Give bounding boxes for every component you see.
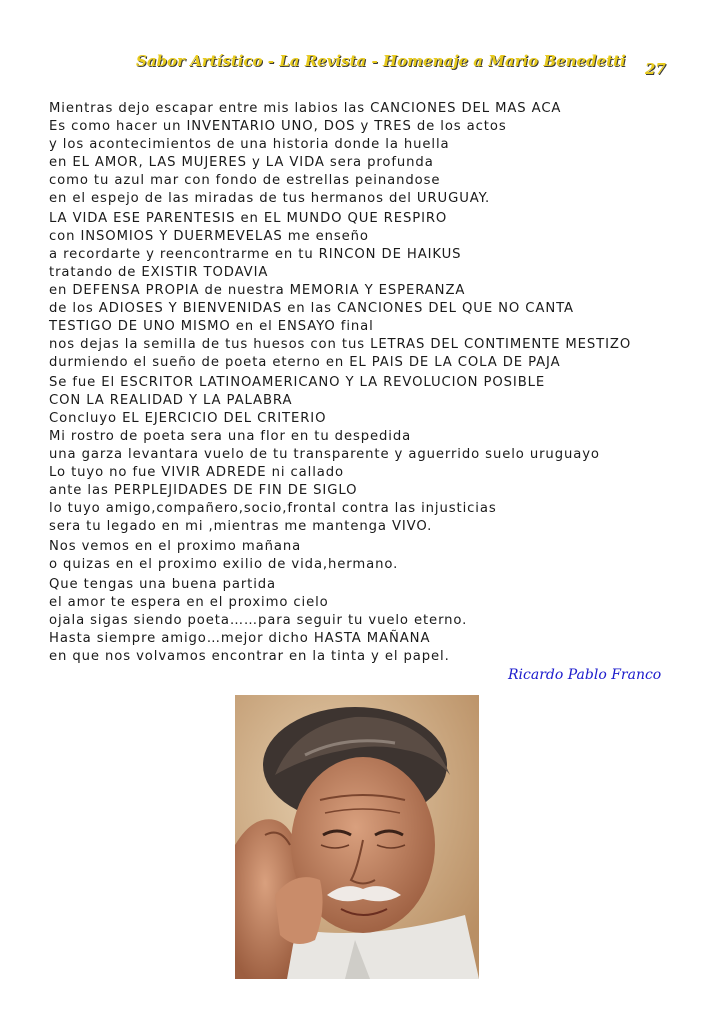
poem-line: sera tu legado en mi ,mientras me mantenga VIVO.	[49, 519, 433, 534]
poem-line: ante las PERPLEJIDADES DE FIN DE SIGLO	[49, 483, 358, 498]
poem-stanza	[49, 100, 689, 208]
poem-line: lo tuyo amigo,compañero,socio,frontal contra las injusticias	[49, 501, 497, 516]
poem-line: CON LA REALIDAD Y LA PALABRA	[49, 393, 293, 408]
poem-line: tratando de EXISTIR TODAVIA	[49, 265, 269, 280]
poem-line: en EL AMOR, LAS MUJERES y LA VIDA sera profunda	[49, 155, 434, 170]
poem-line: de los ADIOSES Y BIENVENIDAS en las CANCIONES DEL QUE NO CANTA	[49, 301, 574, 316]
poem-line: Hasta siempre amigo…mejor dicho HASTA MAÑANA	[49, 631, 431, 646]
magazine-title: Sabor Artístico - La Revista - Homenaje a Mario Benedetti	[136, 52, 626, 70]
poem-line: en que nos volvamos encontrar en la tinta y el papel.	[49, 649, 450, 664]
poem-stanza	[49, 374, 689, 536]
poem-line: y los acontecimientos de una historia donde la huella	[49, 137, 450, 152]
poem-line: o quizas en el proximo exilio de vida,hermano.	[49, 557, 399, 572]
poem-line: LA VIDA ESE PARENTESIS en EL MUNDO QUE RESPIRO	[49, 211, 448, 226]
author-signature: Ricardo Pablo Franco	[508, 667, 662, 683]
poem-line: una garza levantara vuelo de tu transparente y aguerrido suelo uruguayo	[49, 447, 600, 462]
poem-line: Concluyo EL EJERCICIO DEL CRITERIO	[49, 411, 327, 426]
poem-line: ojala sigas siendo poeta……para seguir tu vuelo eterno.	[49, 613, 468, 628]
poem-line: Que tengas una buena partida	[49, 577, 277, 592]
poem-stanza	[49, 538, 689, 574]
poem-body	[49, 100, 689, 668]
poem-line: durmiendo el sueño de poeta eterno en EL PAIS DE LA COLA DE PAJA	[49, 355, 561, 370]
poem-line: Nos vemos en el proximo mañana	[49, 539, 302, 554]
poem-line: Mientras dejo escapar entre mis labios las CANCIONES DEL MAS ACA	[49, 101, 562, 116]
poem-line: en DEFENSA PROPIA de nuestra MEMORIA Y ESPERANZA	[49, 283, 466, 298]
poem-line: nos dejas la semilla de tus huesos con tus LETRAS DEL CONTIMENTE MESTIZO	[49, 337, 632, 352]
page-number: 27	[645, 60, 666, 78]
poem-line: Es como hacer un INVENTARIO UNO, DOS y TRES de los actos	[49, 119, 507, 134]
poem-line: TESTIGO DE UNO MISMO en el ENSAYO final	[49, 319, 374, 334]
poem-line: como tu azul mar con fondo de estrellas peinandose	[49, 173, 441, 188]
page-header	[0, 52, 728, 76]
poem-line: a recordarte y reencontrarme en tu RINCON DE HAIKUS	[49, 247, 462, 262]
poem-line: el amor te espera en el proximo cielo	[49, 595, 329, 610]
portrait-photo	[235, 695, 479, 979]
poem-line: con INSOMIOS Y DUERMEVELAS me enseño	[49, 229, 369, 244]
poem-line: Se fue El ESCRITOR LATINOAMERICANO Y LA REVOLUCION POSIBLE	[49, 375, 546, 390]
poem-line: Lo tuyo no fue VIVIR ADREDE ni callado	[49, 465, 345, 480]
poem-line: Mi rostro de poeta sera una flor en tu despedida	[49, 429, 412, 444]
poem-stanza	[49, 576, 689, 666]
poem-line: en el espejo de las miradas de tus hermanos del URUGUAY.	[49, 191, 491, 206]
poem-stanza	[49, 210, 689, 372]
